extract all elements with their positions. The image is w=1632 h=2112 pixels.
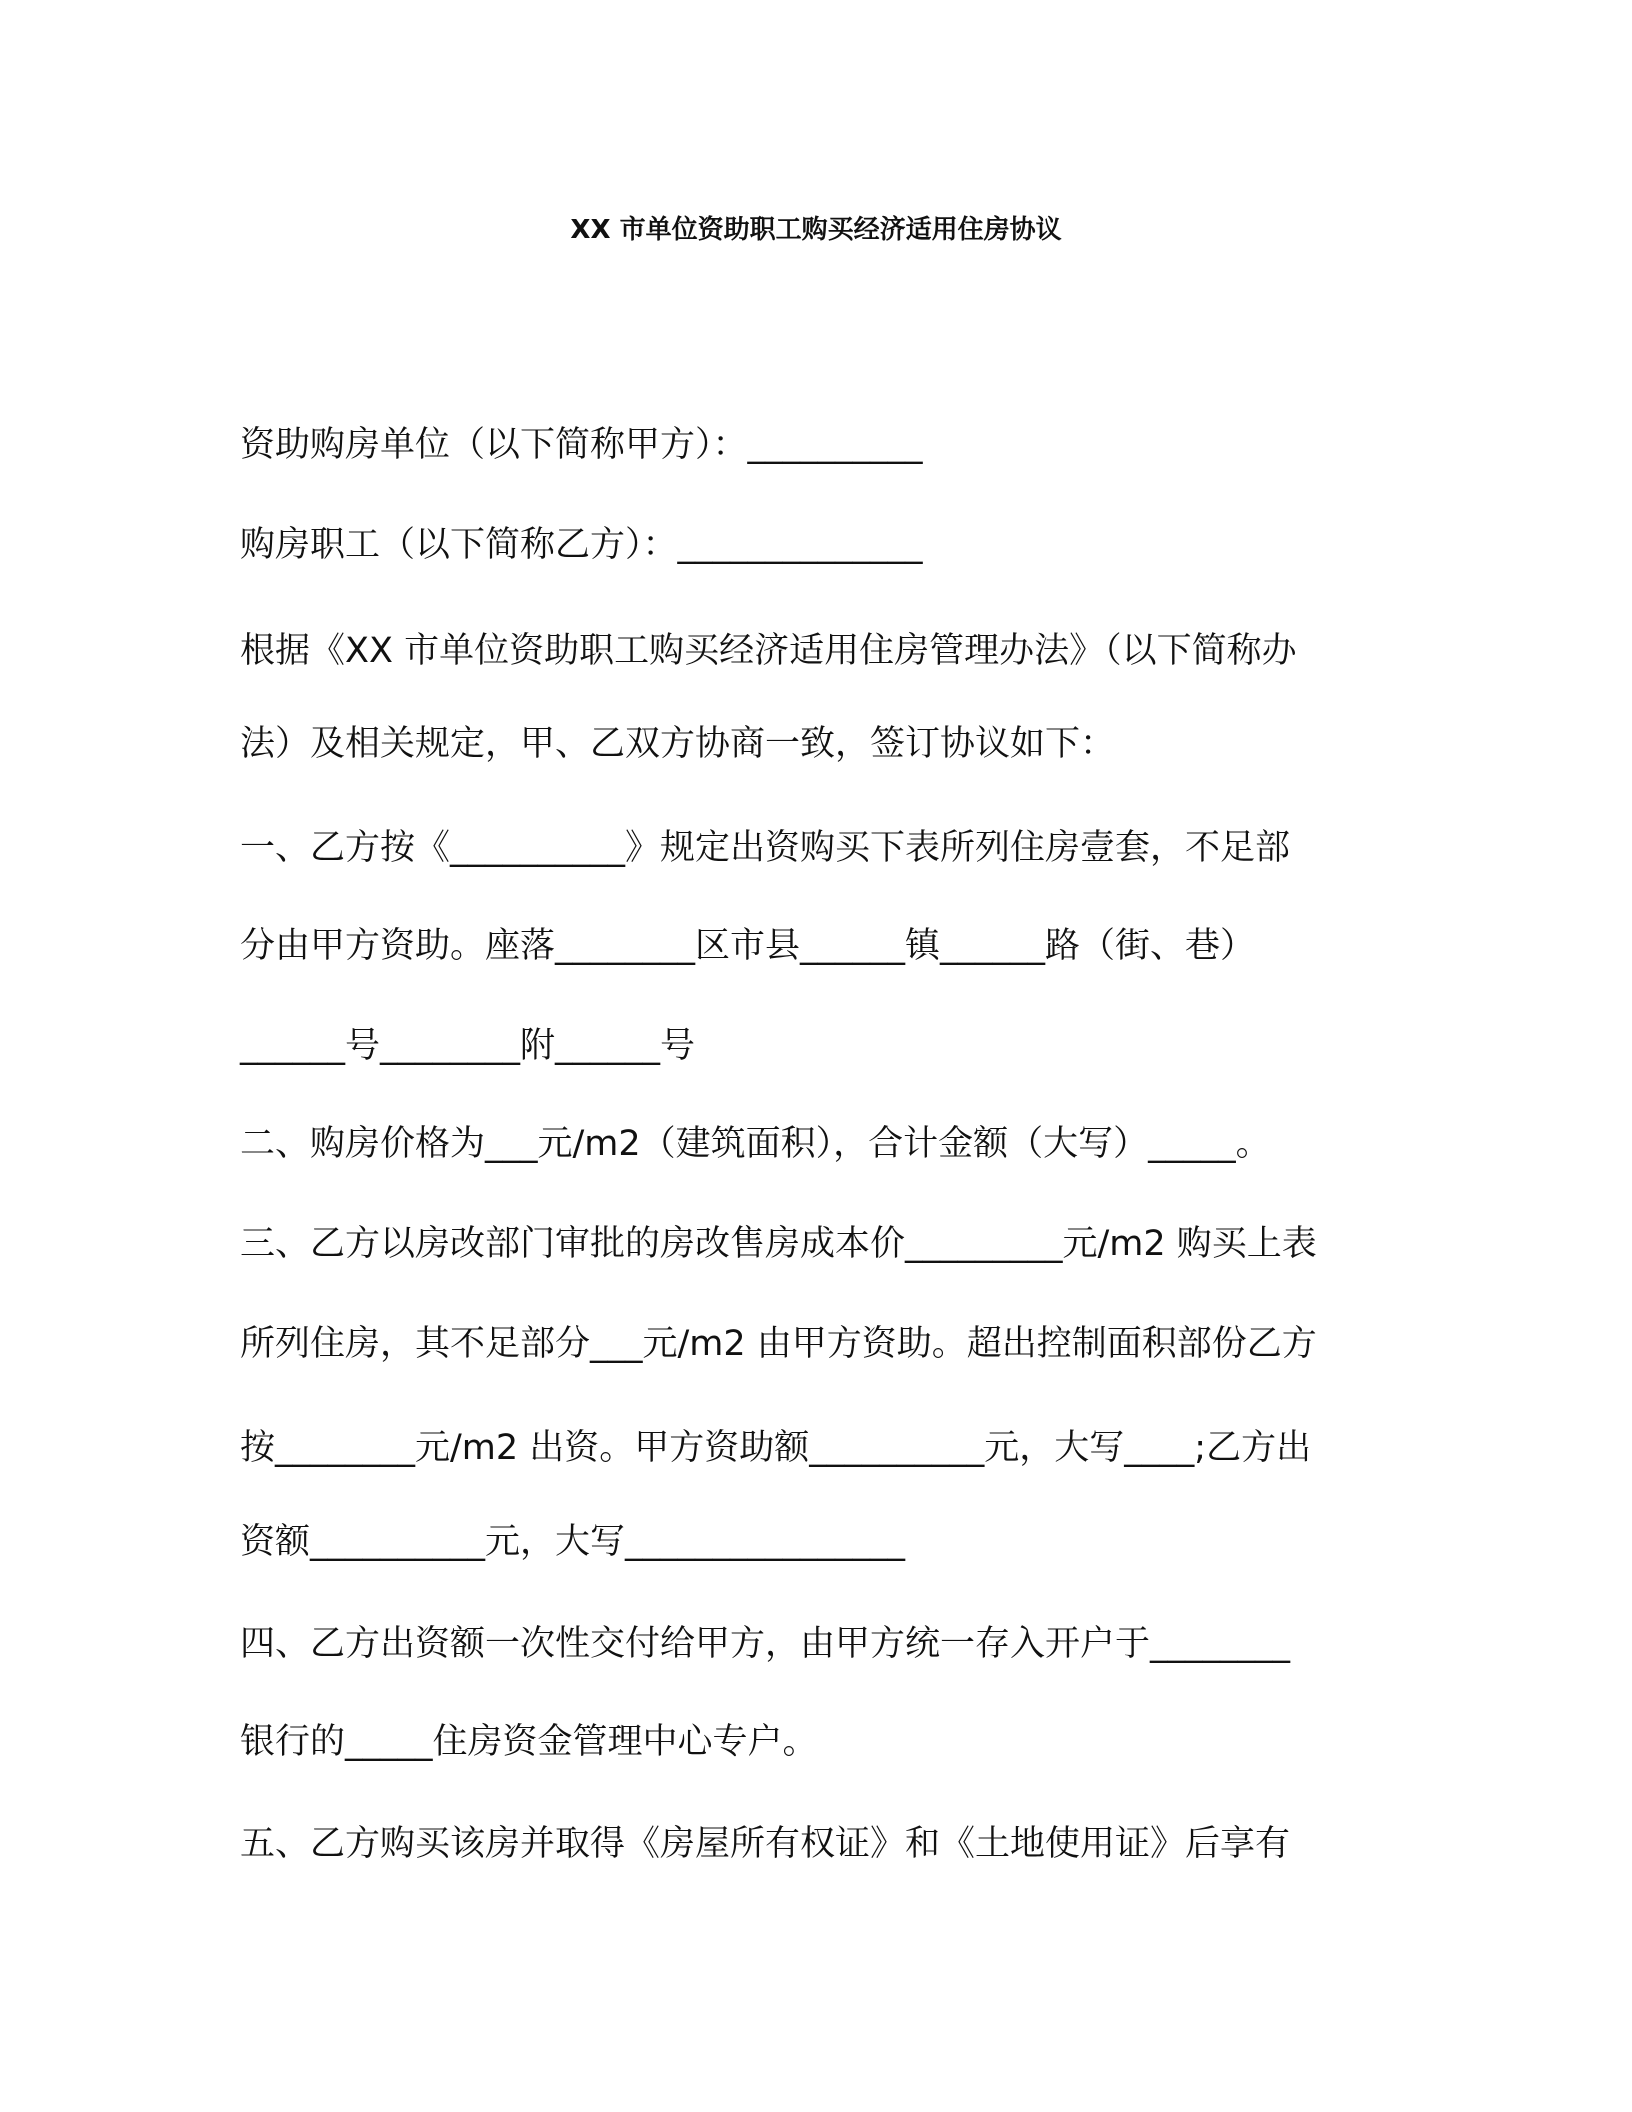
preamble-line-1: 根据《XX 市单位资助职工购买经济适用住房管理办法》（以下简称办 — [240, 631, 1297, 671]
clause-3-line-2: 所列住房，其不足部分___元/m2 由甲方资助。超出控制面积部份乙方 — [240, 1324, 1317, 1364]
clause-3-line-1: 三、乙方以房改部门审批的房改售房成本价_________元/m2 购买上表 — [240, 1224, 1317, 1264]
clause-4-line-2: 银行的_____住房资金管理中心专户。 — [240, 1722, 818, 1762]
clause-2-line-1: 二、购房价格为___元/m2（建筑面积），合计金额（大写）_____。 — [240, 1124, 1271, 1164]
clause-1-line-2: 分由甲方资助。座落________区市县______镇______路（街、巷） — [240, 926, 1256, 966]
clause-1-line-1: 一、乙方按《__________》规定出资购买下表所列住房壹套，不足部 — [240, 828, 1291, 868]
party-a-line: 资助购房单位（以下简称甲方）：__________ — [240, 425, 923, 465]
clause-4-line-1: 四、乙方出资额一次性交付给甲方，由甲方统一存入开户于________ — [240, 1624, 1291, 1664]
document-title: XX 市单位资助职工购买经济适用住房协议 — [570, 215, 1062, 245]
clause-1-line-3: ______号________附______号 — [240, 1026, 696, 1066]
clause-3-line-4: 资额__________元，大写________________ — [240, 1522, 906, 1562]
party-b-line: 购房职工（以下简称乙方）：______________ — [240, 525, 923, 565]
clause-5-line-1: 五、乙方购买该房并取得《房屋所有权证》和《土地使用证》后享有 — [240, 1824, 1291, 1864]
clause-3-line-3: 按________元/m2 出资。甲方资助额__________元，大写____;乙方出 — [240, 1428, 1312, 1468]
preamble-line-2: 法）及相关规定，甲、乙双方协商一致，签订协议如下： — [240, 724, 1116, 764]
